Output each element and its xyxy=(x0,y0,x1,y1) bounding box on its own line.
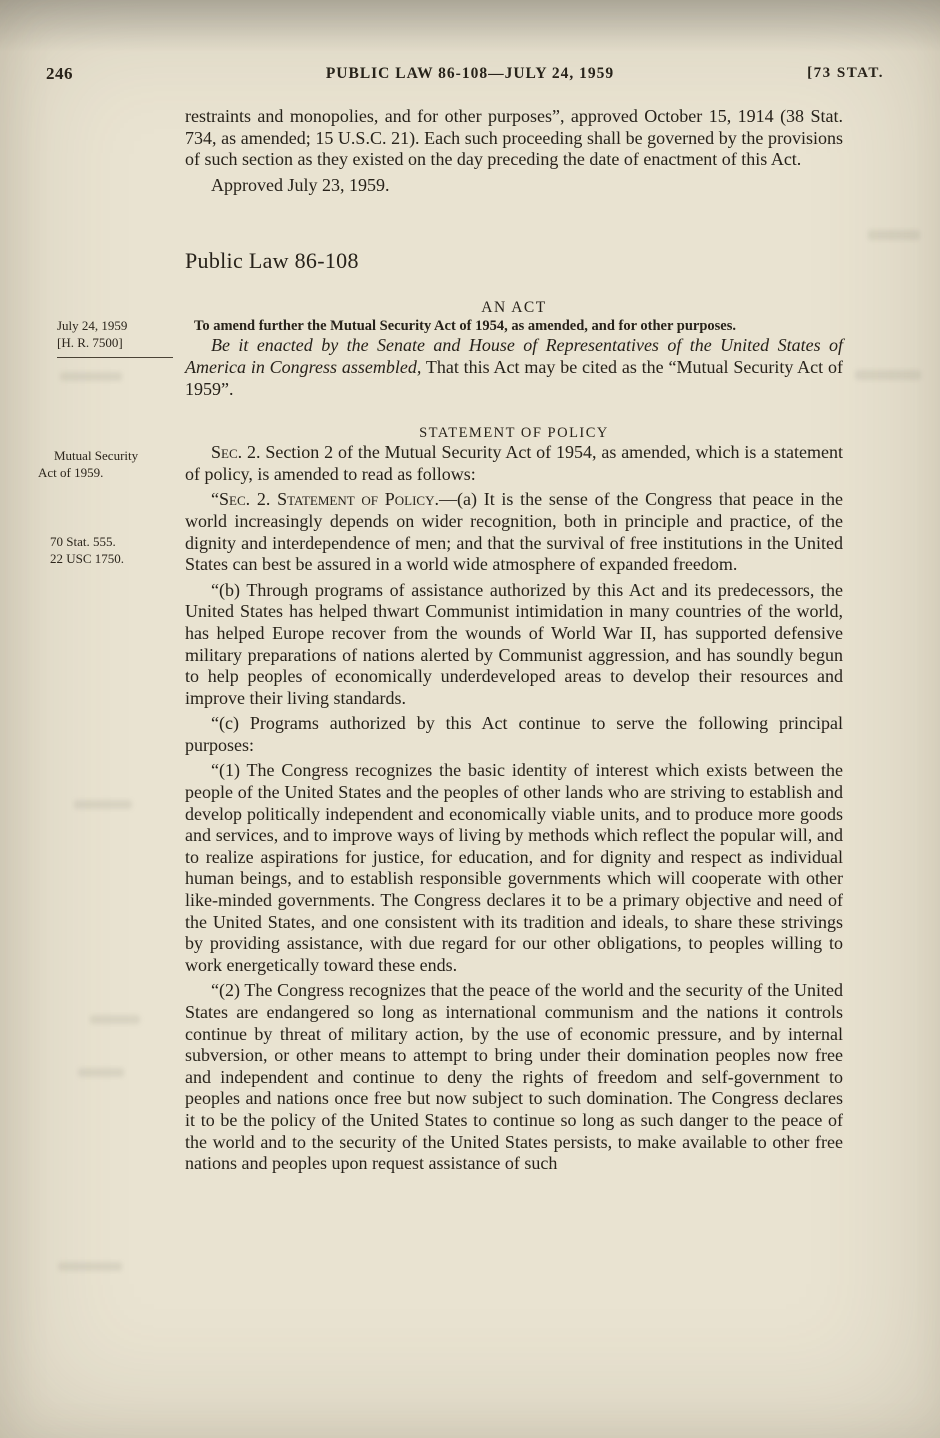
running-header-title: PUBLIC LAW 86-108—JULY 24, 1959 xyxy=(325,65,615,82)
paragraph-a-heading: “Sec. 2. Statement of Policy. xyxy=(211,489,439,510)
ink-bleedthrough xyxy=(90,1015,140,1024)
ink-bleedthrough xyxy=(60,372,122,381)
sec2-intro-text: Section 2 of the Mutual Security Act of 1954, as amended, which is a statement of policy, is amended to read as follows: xyxy=(185,442,843,484)
ink-bleedthrough xyxy=(855,370,921,380)
margin-note-stat-citation xyxy=(50,534,124,567)
ink-bleedthrough xyxy=(58,1262,122,1271)
running-header xyxy=(0,64,940,88)
margin-note-date: July 24, 1959 xyxy=(57,318,128,333)
ink-bleedthrough xyxy=(868,230,920,240)
paragraph-b: “(b) Through programs of assistance authorized by this Act and its predecessors, the United States has helped thwart Communist intimidation in many countries of the world, has helped Europe recover from the wounds of World War II, has supported defensive military preparations of nations alerted by Communist aggression, and has soundly begun to help peoples of economically underdeveloped areas to develop their resources and improve their living standards. xyxy=(185,579,843,708)
margin-note-stat-line1: 70 Stat. 555. xyxy=(50,534,116,549)
enacting-clause-rest: That this Act may be cited as the “Mutual Security Act of 1959”. xyxy=(185,356,843,399)
sec2-intro-paragraph xyxy=(185,442,843,485)
law-title: Public Law 86-108 xyxy=(185,248,359,274)
paragraph-c1: “(1) The Congress recognizes the basic identity of interest which exists between the people of the United States and the peoples of other lands who are striving to establish and develop politically independent and economically viable units, and to produce more goods and services, and to improve ways of living by methods which reflect the popular will, and to realize aspirations for justice, for education, and for dignity and respect as individual human beings, and to establish responsible governments which will cooperate with other like-minded governments. The Congress declares it to be a primary objective and need of the United States, and one consistent with its tradition and ideals, to share these strivings by providing assistance, with due regard for our other obligations, to peoples willing to work energetically toward these ends. xyxy=(185,760,843,975)
paragraph-c2: “(2) The Congress recognizes that the peace of the world and the security of the United States are endangered so long as international communism and the nations it controls continue by threat of military action, by the use of economic pressure, and by internal subversion, or other means to attempt to bring under their domination peoples now free and independent and continue to deny the rights of freedom and self-government to peoples and nations once free but now subject to such domination. The Congress declares it to be the policy of the United States to continue so long as such danger to the peace of the world and to the security of the United States persists, to make available to other free nations and peoples upon request assistance of such xyxy=(185,980,843,1174)
approval-line: Approved July 23, 1959. xyxy=(211,174,390,195)
act-purpose: To amend further the Mutual Security Act of 1954, as amended, and for other purposes. xyxy=(193,318,736,335)
margin-note-short-title-line1: Mutual Security xyxy=(54,448,139,463)
an-act-heading: AN ACT xyxy=(481,299,547,317)
paragraph-c: “(c) Programs authorized by this Act continue to serve the following principal purposes: xyxy=(185,713,843,755)
page-number: 246 xyxy=(46,64,73,83)
margin-note-date-bill xyxy=(57,318,173,358)
carryover-paragraph: restraints and monopolies, and for other purposes”, approved October 15, 1914 (38 Stat. 734, as amended; 15 U.S.C. 21). Each such proceeding shall be governed by the provisions of such section as they existed on the day preceding the date of enactment of this Act. xyxy=(185,106,843,170)
enacting-clause xyxy=(185,335,843,400)
ink-bleedthrough xyxy=(74,800,132,809)
sec2-label: Sec. 2. xyxy=(211,442,261,463)
paragraph-a-text: —(a) It is the sense of the Congress that peace in the world increasingly depends on wider recognition, both in principle and practice, of the dignity and interdependence of men; and that the survival of free institutions in the United States can best be assured in a world wide atmosphere of expanded freedom. xyxy=(185,489,843,575)
paragraph-a xyxy=(185,489,843,575)
section-heading-statement-of-policy: STATEMENT OF POLICY xyxy=(419,425,609,442)
ink-bleedthrough xyxy=(78,1068,124,1077)
text-column xyxy=(185,106,843,1175)
margin-note-usc-line2: 22 USC 1750. xyxy=(50,550,125,566)
margin-note-short-title-line2: Act of 1959. xyxy=(38,464,104,480)
enacting-formula: Be it enacted by the Senate and House of Representatives of the United States of America in Congress assembled, xyxy=(185,335,843,377)
stat-volume-ref: [73 STAT. xyxy=(807,65,884,81)
margin-note-bill-number: [H. R. 7500] xyxy=(57,334,123,350)
margin-note-short-title xyxy=(38,448,138,481)
